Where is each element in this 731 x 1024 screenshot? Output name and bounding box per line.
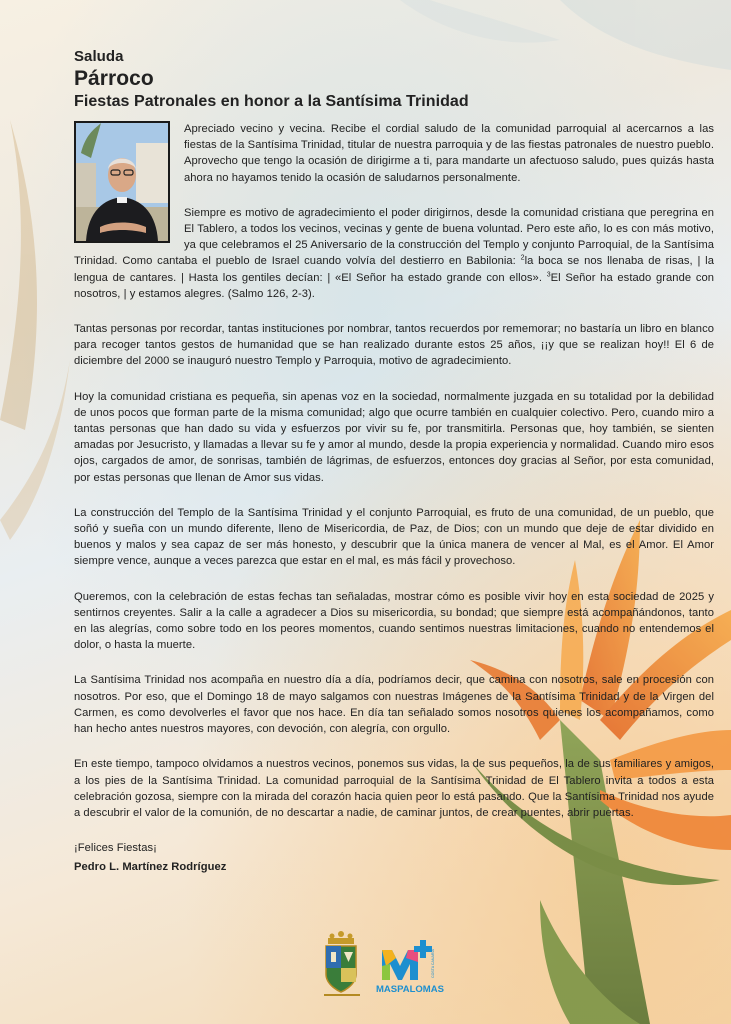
logos-graphic [320, 930, 460, 1000]
closing-greeting: ¡Felices Fiestas¡ [74, 842, 157, 855]
paragraph-6: Queremos, con la celebración de estas fechas tan señaladas, mostrar cómo es posible vivir hoy en esta sociedad de 2025 y sentirnos creyentes. Salir a la calle a agradecer a Dios su misericordia, su bondad; que siempre está acompañándonos, tanto en las alegrías, como sobre todo en los peores momentos, cuando sentimos nuestras limitaciones, cuando no entendemos el dolor, o hasta la muerte. [74, 590, 714, 652]
article [74, 48, 714, 876]
paragraph-3: Tantas personas por recordar, tantas instituciones por nombrar, tantos recuerdos por rememorar; no bastaría un libro en blanco para recoger tantos gestos de humanidad que se han realizado durante estos 25 años, ¡¡y que se realizan hoy!! El 6 de diciembre del 2000 se inauguró nuestro Templo y Parroquia, motivo de agradecimiento. [74, 323, 714, 368]
kicker: Saluda [74, 48, 124, 65]
paragraph-5: La construcción del Templo de la Santísima Trinidad y el conjunto Parroquial, es fruto de una comunidad, de un pueblo, que soñó y sueña con un mundo diferente, lleno de Misericordia, de Paz, de Dios; con un mundo que deje de estar dividido en buenos y malos y sea capaz de ser más honesto, y descubrir que la única manera de vencer al Mal, es el Amor. El Amor siempre vence, aunque a veces parezca que estar en el mal, es más fácil y provechoso. [74, 506, 714, 568]
maspalomas-logo [376, 940, 444, 995]
signature: Pedro L. Martínez Rodríguez [74, 861, 227, 874]
footer-logos [320, 930, 460, 1000]
paragraph-2: Siempre es motivo de agradecimiento el poder dirigirnos, desde la comunidad cristiana que peregrina en El Tablero, a todos los vecinos, vecinas y gente de buena voluntad. Pero este año, lo es con más motivo, ya que celebramos el 25 Aniversario de la construcción del Templo y conjunto Parroquial, de la Santísima Trinidad. Como cantaba el pueblo de Israel cuando volvía del destierro en Babilonia: $^2$la boca se nos llenaba de risas, | la lengua de cantares. | Hasta los gentiles decían: | «El Señor ha estado grande con ellos». $^3$El Señor ha estado grande con nosotros, | y estamos alegres. (Salmo 126, 2-3). [74, 206, 715, 300]
paragraph-1: Apreciado vecino y vecina. Recibe el cordial saludo de la comunidad parroquial al acercarnos a las fiestas de la Santísima Trinidad, titular de nuestra parroquia y de las fiestas patronales de nuestro pueblo. Aprovecho que tengo la ocasión de dirigirme a ti, para mandarte un afectuoso saludo, pues quizás hasta ahora no hayamos tenido la ocasión de saludarnos personalmente. [184, 123, 714, 184]
portrait-illustration [76, 123, 168, 241]
coat-of-arms-logo [324, 931, 360, 996]
maspalomas-wordmark: MASPALOMAS [376, 984, 444, 995]
paragraph-7: La Santísima Trinidad nos acompaña en nuestro día a día, podríamos decir, que camina con nosotros, sale en procesión con nosotros. Por eso, que el Domingo 18 de mayo salgamos con nuestras Imágenes de la Santísima Trinidad y de la Virgen del Carmen, es como devolverles el favor que nos hace. En día tan señalado somos nosotros quienes los acompañamos, como han hecho antes nuestros mayores, con devoción, con alegría, con orgullo. [74, 674, 714, 736]
maspalomas-side-text: COSTA CANARIA [431, 949, 435, 978]
page-title: Párroco [74, 67, 154, 90]
paragraph-8: En este tiempo, tampoco olvidamos a nuestros vecinos, ponemos sus vidas, la de sus pequeños, la de sus familiares y amigos, a los pies de la Santísima Trinidad. La comunidad parroquial de la Santísima Trinidad de El Tablero invita a todos a esta celebración gozosa, siempre con la mirada del corazón hacia quien peor lo está pasando. Que la Santísima Trinidad nos ayude a descubrir el valor de la comunión, de no descartar a nadie, de caminar juntos, de crear puentes, abrir puertas. [74, 758, 714, 819]
priest-photo [74, 121, 170, 243]
page-subtitle: Fiestas Patronales en honor a la Santísima Trinidad [74, 93, 469, 110]
paragraph-4: Hoy la comunidad cristiana es pequeña, sin apenas voz en la sociedad, normalmente juzgada en su totalidad por la debilidad de unos pocos que forman parte de la misma comunidad; algo que ocurre también en cualquier colectivo. Pero, cuando miro a tantas personas que han dado su vida y esfuerzos por vivir su fe, por transmitirla. Personas que, hoy también, se sienten amadas por Jesucristo, y llamadas a llevar su fe y amor al mundo, desde la propia experiencia y normalidad. Cuando miro esos ojos, cargados de amor, de sonrisas, también de lágrimas, de esfuerzos, entonces doy gracias al Señor, por esta comunidad, por estas personas que llenan de Amor sus vidas. [74, 390, 714, 484]
